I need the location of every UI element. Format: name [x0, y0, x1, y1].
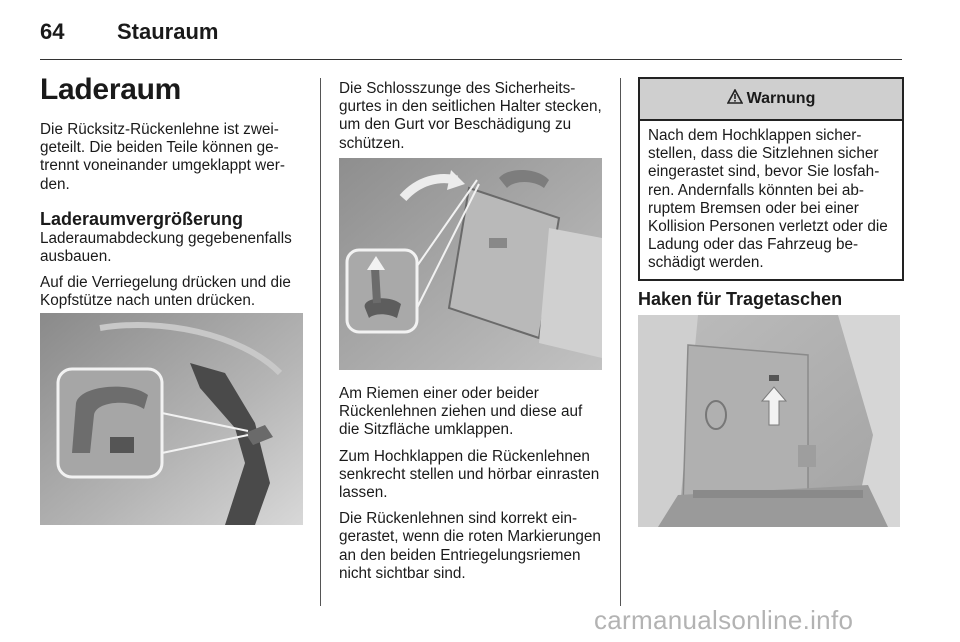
locked-check: Die Rückenlehnen sind korrekt eingerastet, wenn die roten Markierungen an den beiden Entriegelungsriemen nicht sichtbar sind. — [339, 510, 601, 582]
column-divider-right — [620, 78, 621, 606]
step-headrest: Auf die Verriegelung drücken und die Kopfstütze nach unten drücken. — [40, 274, 291, 310]
warning-title: Warnung — [746, 90, 816, 107]
bag-hook-illustration — [638, 315, 900, 527]
section-title: Stauraum — [117, 19, 219, 44]
page-number: 64 — [40, 19, 65, 44]
step-remove-cover: Laderaumabdeckung gegebenenfalls ausbauen. — [40, 229, 292, 266]
intro-paragraph: Die Rücksitz-Rückenlehne ist zweigeteilt. Die beiden Teile können getrennt voneinander umgeklappt werden. — [40, 121, 285, 193]
warning-header — [640, 79, 902, 121]
column-divider-left — [320, 78, 321, 606]
middle-column-top — [339, 80, 605, 161]
seatback-illustration — [339, 158, 602, 370]
page-heading: Laderaum — [40, 73, 181, 106]
fold-instruction: Am Riemen einer oder beider Rückenlehnen ziehen und diese auf die Sitzfläche umklappen. — [339, 385, 583, 439]
left-column — [40, 73, 306, 319]
header-rule — [40, 59, 902, 60]
belt-tongue-paragraph: Die Schlosszunge des Sicherheitsgurtes in den seitlichen Halter stecken, um den Gurt vor Beschädigung zu schützen. — [339, 80, 602, 152]
warning-text: Nach dem Hochklappen sicherstellen, dass die Sitzlehnen sicher eingerastet sind, bevor Sie losfahren. Andernfalls könnten bei abruptem Bremsen oder bei einer Kollision Personen verletzt oder die Ladung oder das Fahrzeug beschädigt werden. — [648, 127, 888, 272]
warning-box — [638, 77, 904, 281]
raise-instruction: Zum Hochklappen die Rückenlehnen senkrecht stellen und hörbar einrasten lassen. — [339, 447, 600, 502]
watermark: carmanualsonline.info — [594, 605, 854, 635]
subheading-bag-hooks: Haken für Tragetaschen — [638, 289, 843, 309]
headrest-illustration — [40, 313, 303, 525]
warning-triangle-icon — [727, 89, 743, 109]
middle-column-bottom — [339, 385, 605, 591]
subheading-enlargement: Laderaumvergrößerung — [40, 208, 244, 229]
